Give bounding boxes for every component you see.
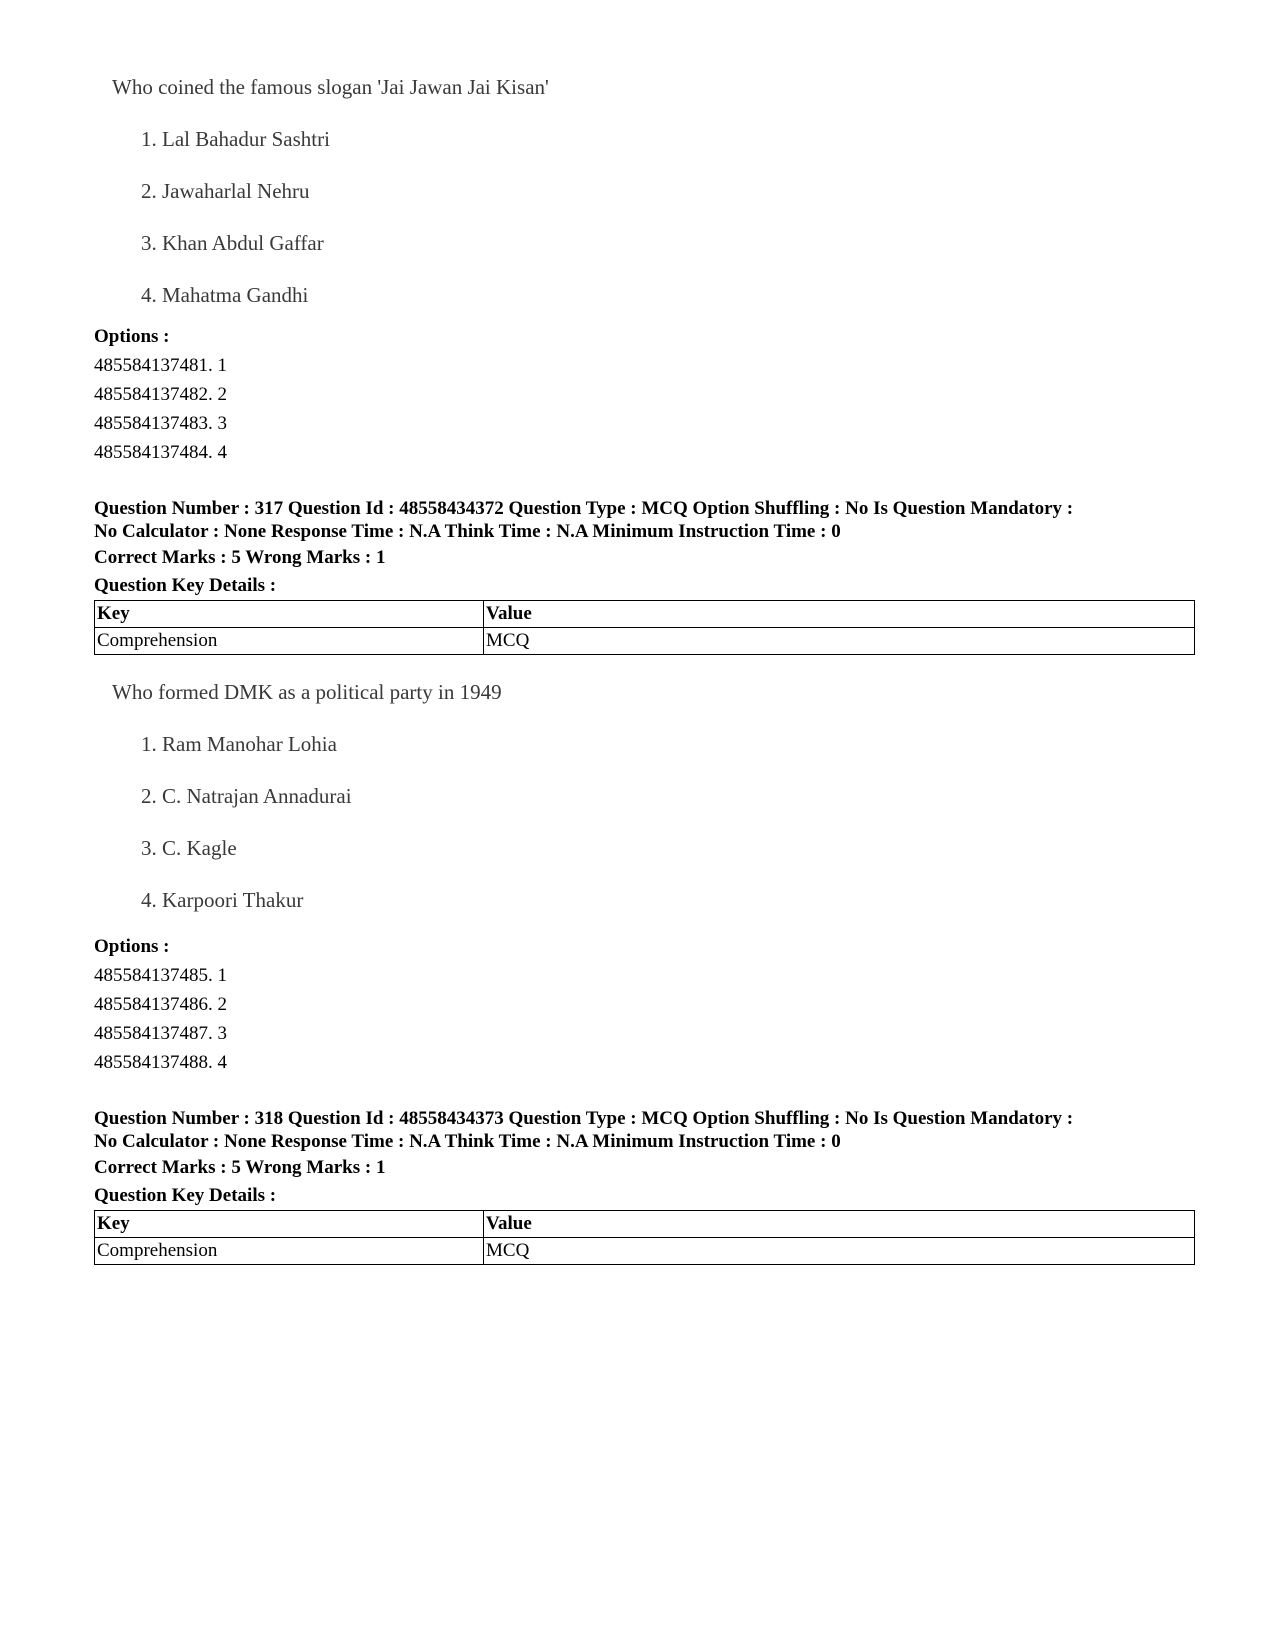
marks-line: Correct Marks : 5 Wrong Marks : 1 xyxy=(94,547,386,568)
table-header-key: Key xyxy=(95,1211,484,1238)
options-label: Options : xyxy=(94,326,170,347)
question-prompt: Who coined the famous slogan 'Jai Jawan Jai Kisan' xyxy=(112,75,549,99)
option-id: 485584137485. 1 xyxy=(94,965,227,986)
option-id: 485584137487. 3 xyxy=(94,1023,227,1044)
options-label: Options : xyxy=(94,936,170,957)
question-meta-318 xyxy=(94,1107,1195,1265)
option-id: 485584137488. 4 xyxy=(94,1052,227,1073)
table-row xyxy=(95,1238,1195,1265)
table-cell-value: MCQ xyxy=(484,628,1195,655)
question-image-1 xyxy=(112,74,549,307)
choice-item: 4. Karpoori Thakur xyxy=(141,888,304,912)
meta-line-1: Question Number : 317 Question Id : 48558434372 Question Type : MCQ Option Shuffling : No Is Question Mandatory : xyxy=(94,498,1074,519)
meta-line-2: No Calculator : None Response Time : N.A Think Time : N.A Minimum Instruction Time : 0 xyxy=(94,521,841,542)
option-id: 485584137482. 2 xyxy=(94,384,227,405)
table-row xyxy=(95,628,1195,655)
choice-item: 1. Ram Manohar Lohia xyxy=(141,732,337,756)
table-header-row xyxy=(95,1211,1195,1238)
option-id: 485584137486. 2 xyxy=(94,994,227,1015)
option-id: 485584137483. 3 xyxy=(94,413,227,434)
choice-item: 1. Lal Bahadur Sashtri xyxy=(141,127,330,151)
key-details-label: Question Key Details : xyxy=(94,575,277,596)
choice-item: 2. C. Natrajan Annadurai xyxy=(141,784,352,808)
key-details-table xyxy=(94,1210,1195,1265)
question-meta-317 xyxy=(94,497,1195,655)
question-image-2 xyxy=(112,679,502,912)
option-id: 485584137481. 1 xyxy=(94,355,227,376)
key-details-label: Question Key Details : xyxy=(94,1185,277,1206)
key-details-table xyxy=(94,600,1195,655)
table-header-row xyxy=(95,601,1195,628)
choice-item: 3. C. Kagle xyxy=(141,836,237,860)
meta-line-2: No Calculator : None Response Time : N.A Think Time : N.A Minimum Instruction Time : 0 xyxy=(94,1131,841,1152)
options-block-2 xyxy=(94,932,227,1077)
choice-item: 4. Mahatma Gandhi xyxy=(141,283,309,307)
question-prompt: Who formed DMK as a political party in 1949 xyxy=(112,680,502,704)
table-header-key: Key xyxy=(95,601,484,628)
table-header-value: Value xyxy=(484,1211,1195,1238)
option-id: 485584137484. 4 xyxy=(94,442,227,463)
table-cell-key: Comprehension xyxy=(95,628,484,655)
table-cell-value: MCQ xyxy=(484,1238,1195,1265)
options-block-1 xyxy=(94,322,227,467)
choice-item: 2. Jawaharlal Nehru xyxy=(141,179,310,203)
meta-line-1: Question Number : 318 Question Id : 48558434373 Question Type : MCQ Option Shuffling : No Is Question Mandatory : xyxy=(94,1108,1074,1129)
table-header-value: Value xyxy=(484,601,1195,628)
table-cell-key: Comprehension xyxy=(95,1238,484,1265)
choice-item: 3. Khan Abdul Gaffar xyxy=(141,231,324,255)
marks-line: Correct Marks : 5 Wrong Marks : 1 xyxy=(94,1157,386,1178)
